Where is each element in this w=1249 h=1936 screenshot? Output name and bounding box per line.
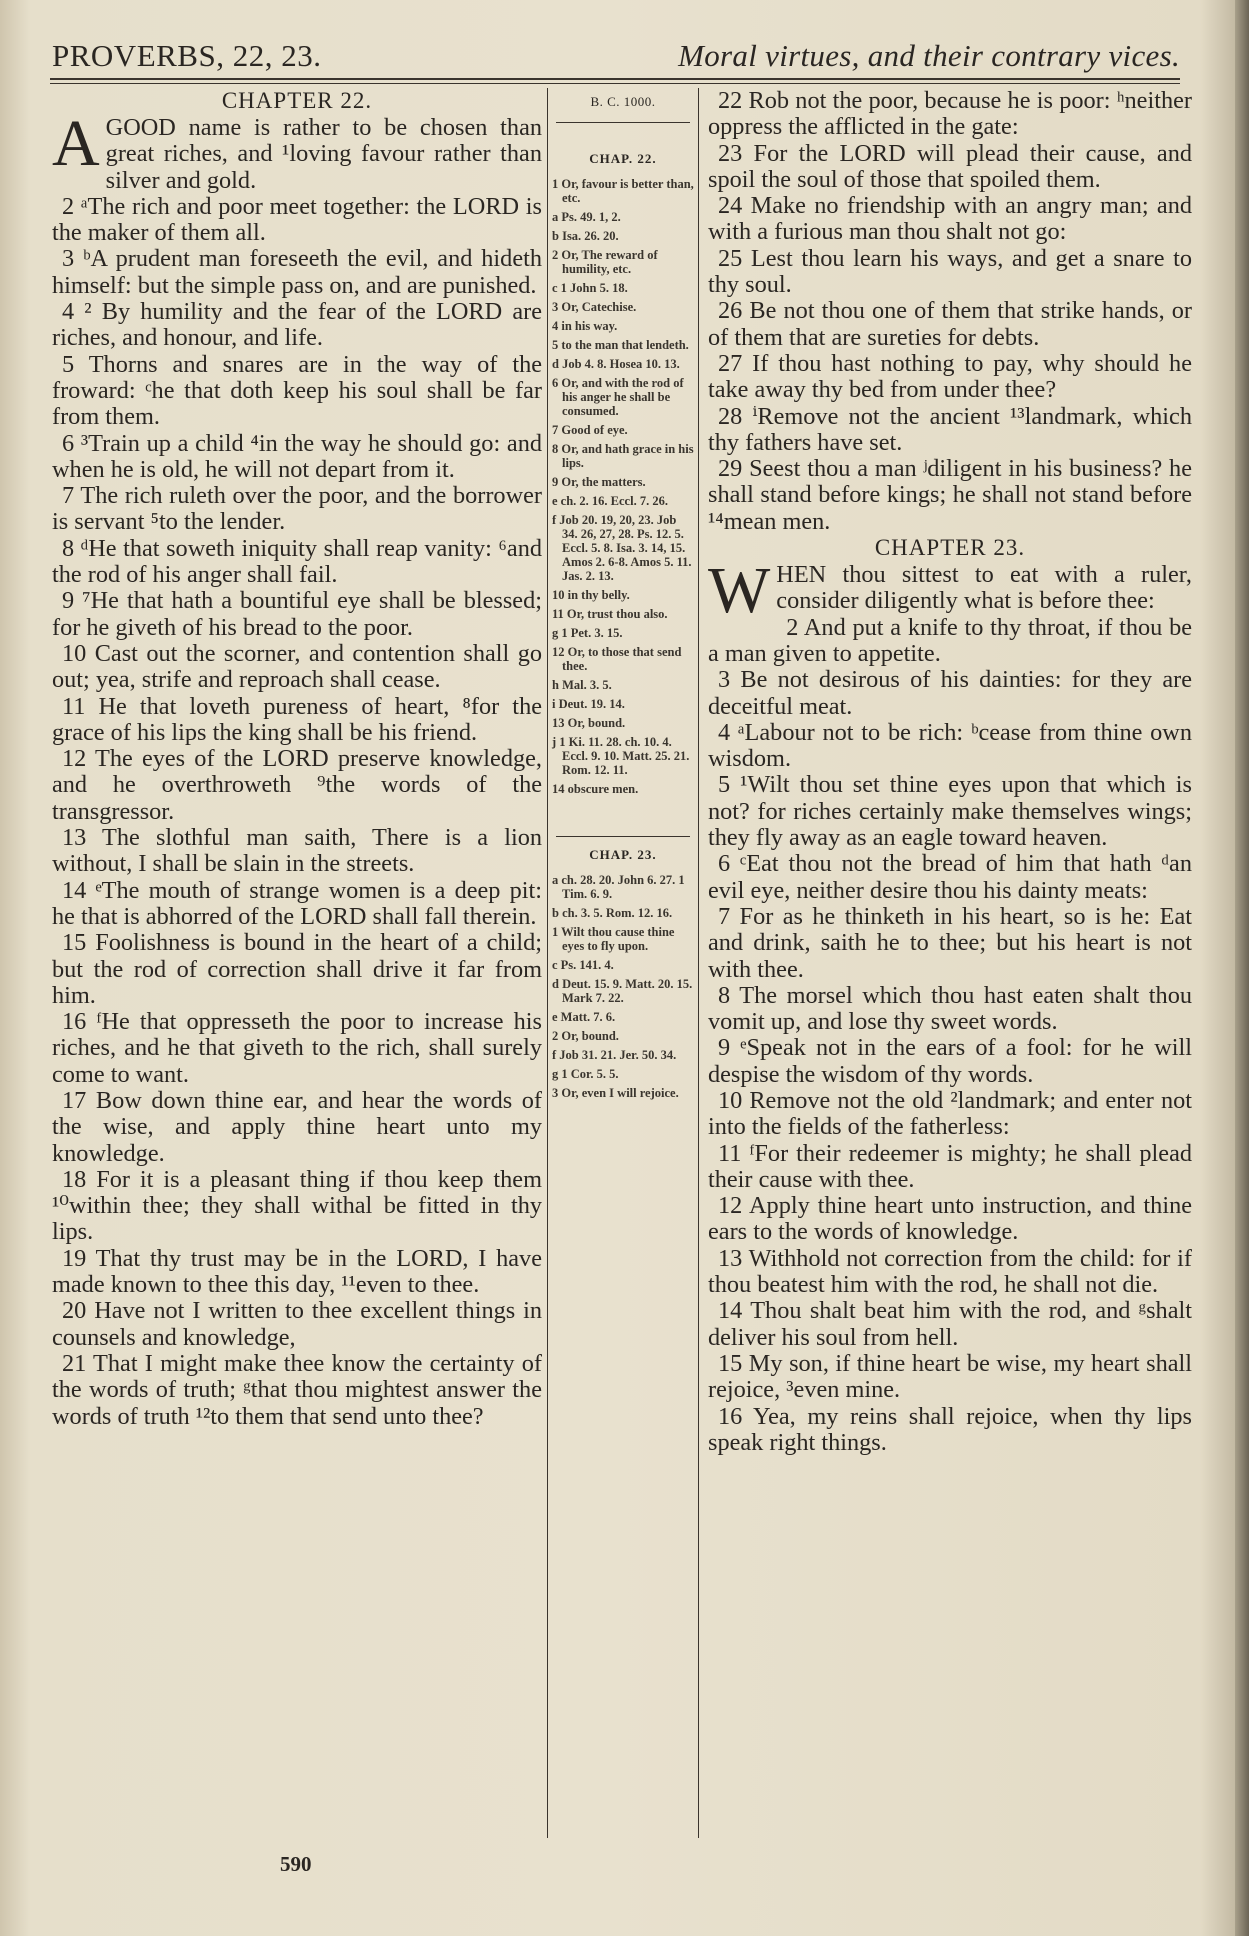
verse-text: 12 Apply thine heart unto instruction, and thine ears to the words of knowledge.: [708, 1192, 1192, 1246]
verse: [708, 851, 1192, 904]
margin-note: f Job 31. 21. Jer. 50. 34.: [552, 1048, 677, 1062]
verse: [708, 904, 1192, 983]
margin-note: 1 Or, favour is better than, etc.: [552, 177, 694, 205]
verse-text: 17 Bow down thine ear, and hear the words of the wise, and apply thine heart unto my knowledge.: [52, 1086, 542, 1167]
chapter-note-label: CHAP. 23.: [589, 847, 657, 862]
verse-text: 3 Be not desirous of his dainties: for they are deceitful meat.: [708, 666, 1192, 720]
notes-divider: [556, 836, 690, 837]
verse-text: 2 ᵃThe rich and poor meet together: the LORD is the maker of them all.: [52, 192, 542, 247]
margin-note: a ch. 28. 20. John 6. 27. 1 Tim. 6. 9.: [552, 873, 685, 901]
chapter-heading: CHAPTER 22.: [221, 88, 373, 113]
margin-note: 7 Good of eye.: [552, 423, 628, 437]
verse: [708, 983, 1192, 1036]
verse: [52, 1167, 542, 1246]
verse: [708, 351, 1192, 404]
margin-note: 10 in thy belly.: [552, 588, 630, 602]
verses-right-22: [708, 88, 1192, 535]
verse-text: 4 ² By humility and the fear of the LORD are riches, and honour, and life.: [52, 298, 542, 352]
verse: [52, 641, 542, 694]
verse-text: HEN thou sittest to eat with a ruler, consider diligently what is before thee:: [776, 561, 1192, 615]
verse: [52, 431, 542, 484]
verse-text: 4 ᵃLabour not to be rich: ᵇcease from thine own wisdom.: [708, 718, 1192, 773]
verse-text: 5 Thorns and snares are in the way of the froward: ᶜhe that doth keep his soul shall be far from them.: [52, 350, 542, 431]
verses-left: [52, 107, 542, 1430]
verse: [708, 554, 1192, 628]
verse: [708, 720, 1192, 773]
margin-note: 2 Or, The reward of humility, etc.: [552, 248, 658, 276]
margin-note: a Ps. 49. 1, 2.: [552, 210, 621, 224]
margin-note: e ch. 2. 16. Eccl. 7. 26.: [552, 494, 668, 508]
verse: [708, 1246, 1192, 1299]
verse-text: 26 Be not thou one of them that strike hands, or of them that are sureties for debts.: [708, 297, 1192, 351]
verse-text: 29 Seest thou a man ʲdiligent in his business? he shall stand before kings; he shall not stand before ¹⁴mean men.: [708, 455, 1192, 535]
margin-note: 2 Or, bound.: [552, 1029, 619, 1043]
verse: [52, 1088, 542, 1167]
margin-note: 5 to the man that lendeth.: [552, 338, 689, 352]
verse-text: 15 Foolishness is bound in the heart of a child; but the rod of correction shall drive it far from him.: [52, 929, 542, 1009]
verse: [708, 298, 1192, 351]
margin-notes-22: [552, 177, 694, 796]
margin-note: 6 Or, and with the rod of his anger he shall be consumed.: [552, 376, 684, 418]
date-note: B. C. 1000.: [556, 88, 690, 123]
verse-text: 28 ⁱRemove not the ancient ¹³landmark, which thy fathers have set.: [708, 402, 1192, 456]
verse: [708, 1404, 1192, 1457]
margin-note: 3 Or, even I will rejoice.: [552, 1086, 679, 1100]
verse: [708, 1351, 1192, 1404]
margin-note: 4 in his way.: [552, 319, 618, 333]
verse: [708, 141, 1192, 194]
verse-text: 16 Yea, my reins shall rejoice, when thy lips speak right things.: [708, 1402, 1192, 1456]
margin-note: c 1 John 5. 18.: [552, 281, 628, 295]
verse-text: 6 ³Train up a child ⁴in the way he should go: and when he is old, he will not depart from it.: [52, 429, 542, 483]
text-column-left: [52, 88, 542, 1430]
verse-text: 13 Withhold not correction from the child: for if thou beatest him with the rod, he shall not die.: [708, 1244, 1192, 1299]
margin-note: e Matt. 7. 6.: [552, 1010, 616, 1024]
verse-text: 16 ᶠHe that oppresseth the poor to increase his riches, and he that giveth to the rich, shall surely come to want.: [52, 1008, 542, 1088]
verse: [708, 456, 1192, 535]
verse-text: 14 ᵉThe mouth of strange women is a deep pit: he that is abhorred of the LORD shall fall therein.: [52, 876, 542, 930]
margin-note: 13 Or, bound.: [552, 716, 626, 730]
verse-text: 23 For the LORD will plead their cause, and spoil the soul of those that spoiled them.: [708, 139, 1192, 193]
verse: [708, 88, 1192, 141]
verse-text: 20 Have not I written to thee excellent things in counsels and knowledge,: [52, 1297, 542, 1351]
margin-notes-23: [552, 873, 694, 1100]
page-topic: Moral virtues, and their contrary vices.: [678, 38, 1180, 73]
verse: [52, 1298, 542, 1351]
verse: [52, 483, 542, 536]
verse: [708, 1193, 1192, 1246]
verse: [52, 1351, 542, 1430]
verse-text: 10 Remove not the old ²landmark; and enter not into the fields of the fatherless:: [708, 1086, 1192, 1141]
verse: [52, 194, 542, 247]
verse-text: 24 Make no friendship with an angry man; and with a furious man thou shalt not go:: [708, 192, 1192, 246]
header-rule: [50, 83, 1180, 84]
chapter-note-label: CHAP. 22.: [589, 151, 657, 166]
margin-note: i Deut. 19. 14.: [552, 697, 625, 711]
verse: [708, 667, 1192, 720]
text-column-right: [708, 88, 1192, 1456]
verse-text: 19 That thy trust may be in the LORD, I have made known to thee this day, ¹¹even to thee.: [52, 1244, 542, 1299]
verse-text: GOOD name is rather to be chosen than great riches, and ¹loving favour rather than silver and gold.: [105, 114, 542, 194]
verse-text: 3 ᵇA prudent man foreseeth the evil, and hideth himself: but the simple pass on, and are punished.: [52, 245, 542, 299]
column-rule: [547, 88, 548, 1838]
margin-note: 1 Wilt thou cause thine eyes to fly upon.: [552, 925, 675, 953]
verse-text: 14 Thou shalt beat him with the rod, and ᵍshalt deliver his soul from hell.: [708, 1297, 1192, 1351]
verse: [52, 246, 542, 299]
verse: [708, 193, 1192, 246]
verse: [52, 536, 542, 589]
verse-text: 8 ᵈHe that soweth iniquity shall reap vanity: ⁶and the rod of his anger shall fail.: [52, 534, 542, 589]
verse: [52, 1009, 542, 1088]
margin-note: c Ps. 141. 4.: [552, 958, 614, 972]
verse-text: 21 That I might make thee know the certainty of the words of truth; ᵍthat thou mightest answer the words of truth ¹²to them that send unto thee?: [52, 1349, 542, 1430]
margin-note: j 1 Ki. 11. 28. ch. 10. 4. Eccl. 9. 10. Matt. 25. 21. Rom. 12. 11.: [552, 735, 690, 777]
verse: [708, 1298, 1192, 1351]
verse: [52, 930, 542, 1009]
verse: [708, 1088, 1192, 1141]
verse-text: 5 ¹Wilt thou set thine eyes upon that which is not? for riches certainly make themselves wings; they fly away as an eagle toward heaven.: [708, 771, 1192, 852]
verse: [708, 404, 1192, 457]
verse-text: 8 The morsel which thou hast eaten shalt thou vomit up, and lose thy sweet words.: [708, 981, 1192, 1036]
verse-text: 25 Lest thou learn his ways, and get a snare to thy soul.: [708, 244, 1192, 299]
margin-note: 14 obscure men.: [552, 782, 639, 796]
verse-text: 18 For it is a pleasant thing if thou keep them ¹⁰within thee; they shall withal be fitted in thy lips.: [52, 1165, 542, 1246]
verse: [52, 107, 542, 194]
verse-text: 22 Rob not the poor, because he is poor: ʰneither oppress the afflicted in the gate:: [708, 87, 1192, 141]
verse-text: 27 If thou hast nothing to pay, why should he take away thy bed from under thee?: [708, 349, 1192, 404]
margin-notes-column: [552, 88, 694, 1105]
verse: [708, 772, 1192, 851]
margin-note: 12 Or, to those that send thee.: [552, 645, 682, 673]
verse-text: 9 ⁷He that hath a bountiful eye shall be blessed; for he giveth of his bread to the poor.: [52, 587, 542, 641]
verse: [52, 1246, 542, 1299]
drop-cap: W: [708, 554, 771, 628]
verse: [52, 588, 542, 641]
verse-text: 7 The rich ruleth over the poor, and the borrower is servant ⁵to the lender.: [52, 482, 542, 536]
margin-note: g 1 Pet. 3. 15.: [552, 626, 623, 640]
margin-note: 9 Or, the matters.: [552, 475, 646, 489]
verse: [708, 615, 1192, 668]
verse-text: 7 For as he thinketh in his heart, so is he: Eat and drink, saith he to thee; but his heart is not with thee.: [708, 902, 1192, 983]
drop-cap: A: [52, 107, 100, 180]
page-edge: [1235, 0, 1249, 1936]
chapter-heading: CHAPTER 23.: [874, 535, 1026, 561]
verse-text: 9 ᵉSpeak not in the ears of a fool: for he will despise the wisdom of thy words.: [708, 1034, 1192, 1088]
verse: [52, 694, 542, 747]
margin-note: 3 Or, Catechise.: [552, 300, 637, 314]
column-rule: [698, 88, 699, 1838]
margin-note: g 1 Cor. 5. 5.: [552, 1067, 619, 1081]
verses-right-23: [708, 554, 1192, 1456]
margin-note: 11 Or, trust thou also.: [552, 607, 668, 621]
margin-note: 8 Or, and hath grace in his lips.: [552, 442, 694, 470]
verse: [52, 746, 542, 825]
verse-text: 12 The eyes of the LORD preserve knowledge, and he overthroweth ⁹the words of the transgressor.: [52, 745, 542, 825]
book-title: PROVERBS, 22, 23.: [52, 38, 322, 73]
verse-text: 6 ᶜEat thou not the bread of him that hath ᵈan evil eye, neither desire thou his dainty meats:: [708, 850, 1192, 904]
margin-note: f Job 20. 19, 20, 23. Job 34. 26, 27, 28. Ps. 12. 5. Eccl. 5. 8. Isa. 3. 14, 15. Amos 2. 6-8. Amos 5. 11. Jas. 2. 13.: [552, 513, 692, 583]
verse-text: 11 He that loveth pureness of heart, ⁸for the grace of his lips the king shall be his friend.: [52, 692, 542, 746]
page-number: 590: [280, 1852, 312, 1876]
margin-note: h Mal. 3. 5.: [552, 678, 612, 692]
verse: [52, 299, 542, 352]
verse: [52, 878, 542, 931]
verse-text: 11 ᶠFor their redeemer is mighty; he shall plead their cause with thee.: [708, 1139, 1192, 1193]
verse: [52, 825, 542, 878]
verse-text: 13 The slothful man saith, There is a lion without, I shall be slain in the streets.: [52, 824, 542, 878]
margin-note: b ch. 3. 5. Rom. 12. 16.: [552, 906, 673, 920]
margin-note: b Isa. 26. 20.: [552, 229, 619, 243]
verse-text: 2 And put a knife to thy throat, if thou be a man given to appetite.: [708, 613, 1192, 667]
verse: [708, 1141, 1192, 1194]
verse-text: 15 My son, if thine heart be wise, my heart shall rejoice, ³even mine.: [708, 1349, 1192, 1404]
verse: [708, 246, 1192, 299]
verse: [708, 1035, 1192, 1088]
margin-note: d Deut. 15. 9. Matt. 20. 15. Mark 7. 22.: [552, 977, 693, 1005]
verse: [52, 352, 542, 431]
verse-text: 10 Cast out the scorner, and contention shall go out; yea, strife and reproach shall cease.: [52, 639, 542, 694]
running-header: [50, 36, 1180, 80]
margin-note: d Job 4. 8. Hosea 10. 13.: [552, 357, 680, 371]
